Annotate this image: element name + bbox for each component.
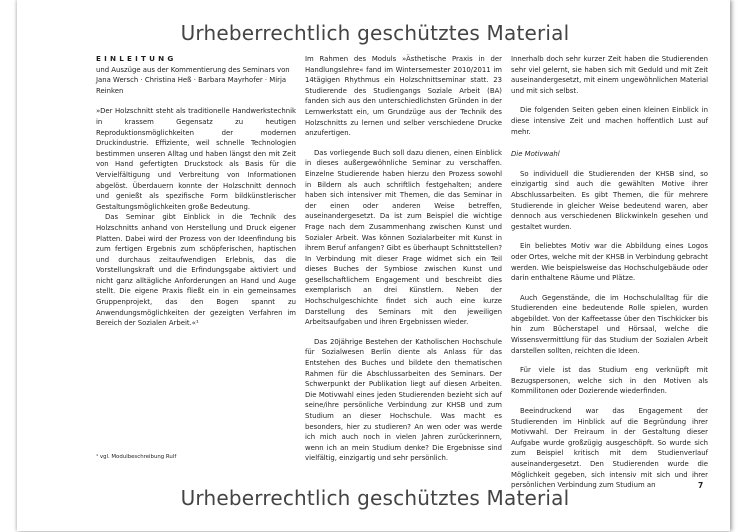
paragraph-motifs-objects: Auch Gegenstände, die im Hochschulalltag für die Studierenden eine bedeutende Rolle spielen, wurden abgebildet. Von der Kaffeetasse über den Tischkicker bis hin zum Bücherstapel und Hörsaal, welche die Wissensvermittlung für das Studium der Sozialen Arbeit darstellen sollten, reichten die Ideen. bbox=[511, 293, 708, 355]
section-heading: EINLEITUNG bbox=[96, 54, 177, 63]
paragraph-book-purpose: Das vorliegende Buch soll dazu dienen, einen Einblick in dieses außergewöhnliche Seminar zu verschaffen. Einzelne Studierende haben hierzu den Prozess sowohl in Bildern als auch schriftlich festgehalten; andere haben sich intensiver mit Themen, die das Seminar in der einen oder anderen Weise betreffen, auseinandergesetzt. Da ist zum Beispiel die wichtige Frage nach dem Zusammenhang zwischen Kunst und Sozialer Arbeit. Was können Sozialarbeiter mit Kunst in ihrem Beruf anfangen? Gibt es überhaupt Schnittstellen? In Verbindung mit dieser Frage widmet sich ein Teil dieses Buches der Symbiose zwischen Kunst und gesellschaftlichem Engagement und beschreibt dies exemplarisch an drei Künstlern. Neben der Hochschulgeschichte findet sich auch eine kurze Darstellung des Seminars mit den jeweiligen Arbeitsaufgaben und ihren Ergebnissen wieder. bbox=[305, 148, 502, 327]
paragraph-engagement: Beeindruckend war das Engagement der Studierenden im Hinblick auf die Begründung ihrer Motivwahl. Der Freiraum in der Gestaltung dieser Aufgabe wurde großzügig ausgeschöpft. So wurde sich zum Beispiel kritisch mit dem Studienverlauf auseinandergesetzt. Den Studierenden wurde die Möglichkeit gegeben, sich intensiv mit sich und ihrer persönlichen Verbindung zum Studium an bbox=[511, 407, 708, 490]
paragraph-motifs-people: Für viele ist das Studium eng verknüpft mit Bezugspersonen, welche sich in den Motiven als Kommilitonen oder Dozierende wiederfinden. bbox=[511, 366, 708, 396]
quote-paragraph-2: Das Seminar gibt Einblick in die Technik des Holzschnitts anhand von Herstellung und Druck eigener Platten. Dabei wird der Prozess von der Ideenfindung bis zum fertigen Ergebnis zum schöpferischen, haptischen und durchaus zeitaufwendigen Erlebnis, das die Vorstellungskraft und die Erfindungsgabe aktiviert und nicht ganz alltägliche Anforderungen an Hand und Auge stellt. Die eigene Praxis fließt ein in ein gemeinsames Gruppenprojekt, das den Bogen spannt zu Anwendungsmöglichkeiten der gezeigten Verfahren im Bereich der Sozialen Arbeit.«¹ bbox=[96, 213, 296, 328]
paragraph-motifs-individual: So individuell die Studierenden der KHSB sind, so einzigartig sind auch die gewählten Motive ihrer Abschlussarbeiten. Es gibt Themen, die für mehrere Studierende in gleicher Weise bedeutend waren, aber dennoch aus verschiedenen Blickwinkeln gesehen und gestaltet wurden. bbox=[511, 169, 708, 231]
page-number: 7 bbox=[698, 481, 704, 490]
column-left bbox=[96, 54, 296, 329]
column-right bbox=[511, 54, 708, 491]
paragraph-learning: Innerhalb doch sehr kurzer Zeit haben die Studierenden sehr viel gelernt, sie haben sich mit Geduld und mit Zeit auseinandergesetzt, mit einem ungewöhnlichen Material und mit sich selbst. bbox=[511, 55, 708, 95]
paragraph-module: Im Rahmen des Moduls »Ästhetische Praxis in der Handlungslehre« fand im Wintersemester 2010/2011 im 14tägigen Rhythmus ein Holzschnittseminar statt. 23 Studierende des Studiengangs Soziale Arbeit (BA) fanden sich aus den unterschiedlichsten Gründen in der Lernwerkstatt ein, um Grundzüge aus der Technik des Holzschnitts zu lernen und selber verschiedene Drucke anzufertigen. bbox=[305, 55, 502, 138]
paragraph-outlook: Die folgenden Seiten geben einen kleinen Einblick in diese intensive Zeit und machen hoffentlich Lust auf mehr. bbox=[511, 106, 708, 136]
column-middle bbox=[305, 54, 502, 464]
watermark-top: Urheberrechtlich geschütztes Material bbox=[180, 21, 570, 45]
subheading-motivwahl: Die Motivwahl bbox=[511, 150, 560, 159]
paragraph-anniversary: Das 20jährige Bestehen der Katholischen Hochschule für Sozialwesen Berlin diente als Anlass für das Entstehen des Buches und bildete den thematischen Rahmen für die Abschlussarbeiten des Seminars. Der Schwerpunkt der Publikation liegt auf diesen Arbeiten. Die Motivwahl eines jeden Studierenden bezieht sich auf seine/ihre persönliche Verbindung zur KHSB und zum Studium an dieser Hochschule. Was macht es besonders, hier zu studieren? An wen oder was werde ich mich auch noch in vielen Jahren zurückerinnern, wenn ich an mein Studium denke? Die Ergebnisse sind vielfältig, einzigartig und sehr persönlich. bbox=[305, 337, 502, 463]
watermark-bottom: Urheberrechtlich geschütztes Material bbox=[180, 486, 570, 510]
quote-paragraph-1: »Der Holzschnitt steht als traditionelle Handwerkstechnik in krassem Gegensatz zu heutigen Reproduktionsmöglichkeiten der modernen Druckindustrie. Effiziente, weil schnelle Technologien bestimmen unseren Alltag und haben längst den mit Zeit von Hand gefertigten Druckstock als Basis für die Vervielfältigung und Verbreitung von Informationen abgelöst. Überdauern konnte der Holzschnitt dennoch und genießt als spezifische Form bildkünstlerischer Gestaltungsmöglichkeiten große Bedeutung. bbox=[96, 107, 296, 211]
intro-authors: und Auszüge aus der Kommentierung des Seminars von Jana Wersch · Christina Heß · Barbara Mayrhofer · Mirja Reinken bbox=[96, 65, 290, 95]
paragraph-motifs-logos: Ein beliebtes Motiv war die Abbildung eines Logos oder Ortes, welche mit der KHSB in Verbindung gebracht werden. Wie beispielsweise das Hochschulgebäude oder darin enthaltene Räume und Plätze. bbox=[511, 242, 708, 283]
footnote: ¹ vgl. Modulbeschreibung Rulf bbox=[96, 454, 177, 460]
